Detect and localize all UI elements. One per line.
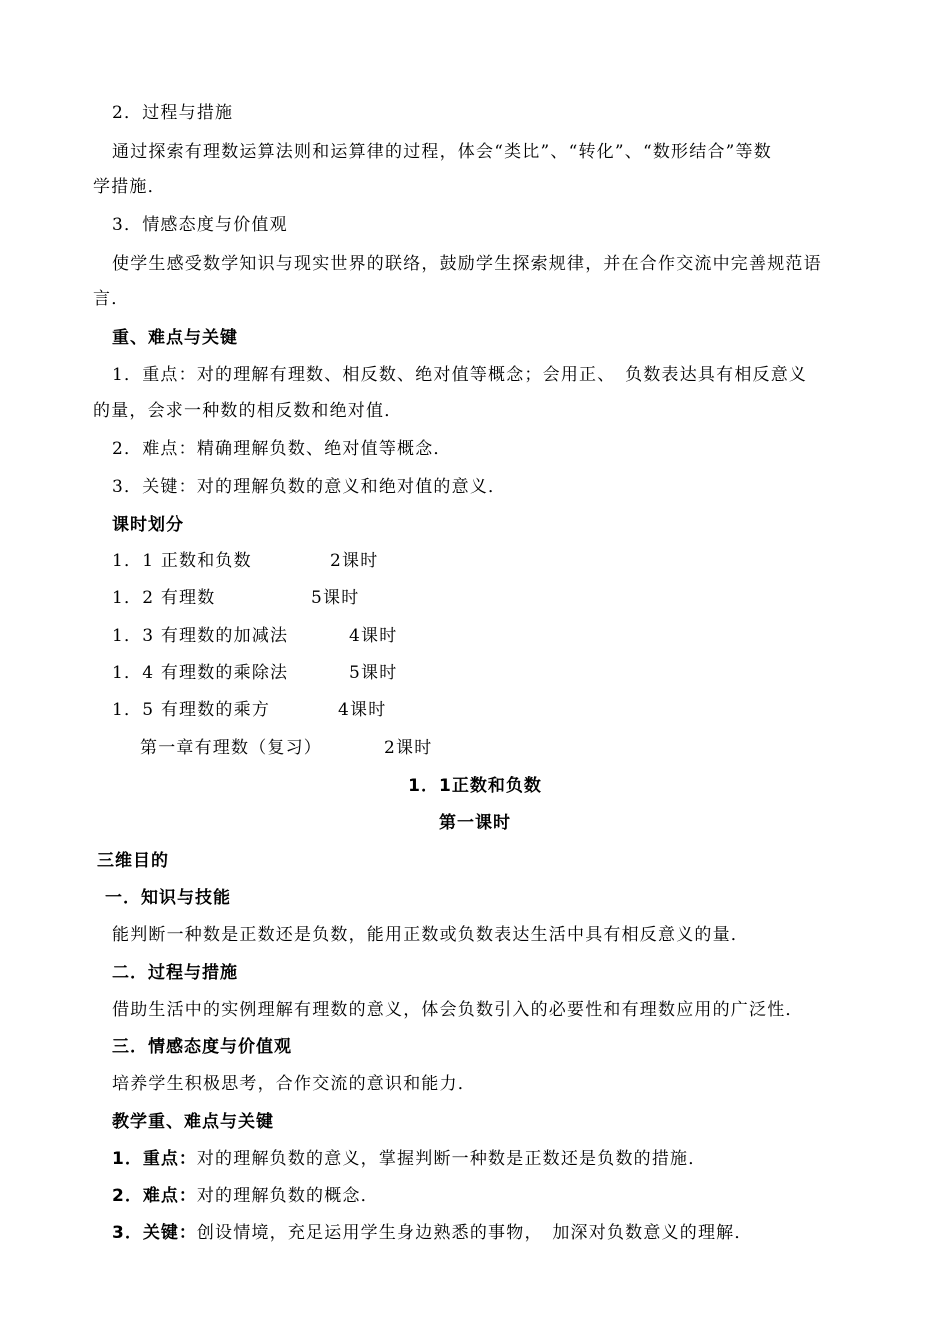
schedule-row-hours: 4课时 [349,626,398,646]
section-3-text: 培养学生积极思考，合作交流的意识和能力． [112,1074,476,1094]
schedule-row-title: 第一章有理数（复习） [140,738,322,758]
schedule-row-title: 1．4 有理数的乘除法 [112,663,289,683]
goals-heading: 三维目的 [97,851,169,871]
intro-line-3: 学措施． [93,177,166,197]
key-line-1: 1．重点：对的理解有理数、相反数、绝对值等概念；会用正、 负数表达具有相反意义 [112,365,808,385]
focus-label: 3．关键： [112,1223,197,1243]
section-1-text: 能判断一种数是正数还是负数，能用正数或负数表达生活中具有相反意义的量． [112,925,749,945]
focus-text: 对的理解负数的概念． [196,1186,379,1206]
focus-item-2 [112,1185,379,1207]
intro-line-1: 2．过程与措施 [112,103,234,123]
schedule-row-hours: 2课时 [330,551,379,571]
section-2-heading: 二．过程与措施 [112,963,238,983]
focus-text: 创设情境，充足运用学生身边熟悉的事物， 加深对负数意义的理解． [196,1223,753,1243]
section-2-text: 借助生活中的实例理解有理数的意义，体会负数引入的必要性和有理数应用的广泛性． [112,1000,804,1020]
schedule-row-title: 1．3 有理数的加减法 [112,626,289,646]
section-1-heading: 一．知识与技能 [105,888,231,908]
schedule-row-hours: 5课时 [311,588,360,608]
focus-item-1 [112,1148,706,1170]
schedule-row-hours: 4课时 [338,700,387,720]
schedule-row-hours: 5课时 [349,663,398,683]
focus-label: 2．难点： [112,1186,197,1206]
section-3-heading: 三．情感态度与价值观 [112,1037,292,1057]
schedule-row-title: 1．1 正数和负数 [112,551,252,571]
key-line-2: 的量，会求一种数的相反数和绝对值． [93,401,403,421]
key-line-4: 3．关键：对的理解负数的意义和绝对值的意义． [112,477,507,497]
key-heading: 重、难点与关键 [112,328,238,348]
intro-line-6: 言． [93,289,130,309]
intro-line-2: 通过探索有理数运算法则和运算律的过程，体会“类比”、“转化”、“数形结合”等数 [112,142,772,162]
schedule-heading: 课时划分 [112,515,184,535]
focus-item-3 [112,1222,753,1244]
focus-text: 对的理解负数的意义，掌握判断一种数是正数还是负数的措施． [196,1149,707,1169]
key-line-3: 2．难点：精确理解负数、绝对值等概念． [112,439,452,459]
intro-line-5: 使学生感受数学知识与现实世界的联络，鼓励学生探索规律，并在合作交流中完善规范语 [112,254,822,274]
lesson-title: 1．1正数和负数 [408,776,542,796]
schedule-row-hours: 2课时 [384,738,433,758]
focus-label: 1．重点： [112,1149,197,1169]
intro-line-4: 3．情感态度与价值观 [112,215,288,235]
focus-heading: 教学重、难点与关键 [112,1112,274,1132]
lesson-subtitle: 第一课时 [439,813,511,833]
schedule-row-title: 1．5 有理数的乘方 [112,700,271,720]
schedule-row-title: 1．2 有理数 [112,588,216,608]
